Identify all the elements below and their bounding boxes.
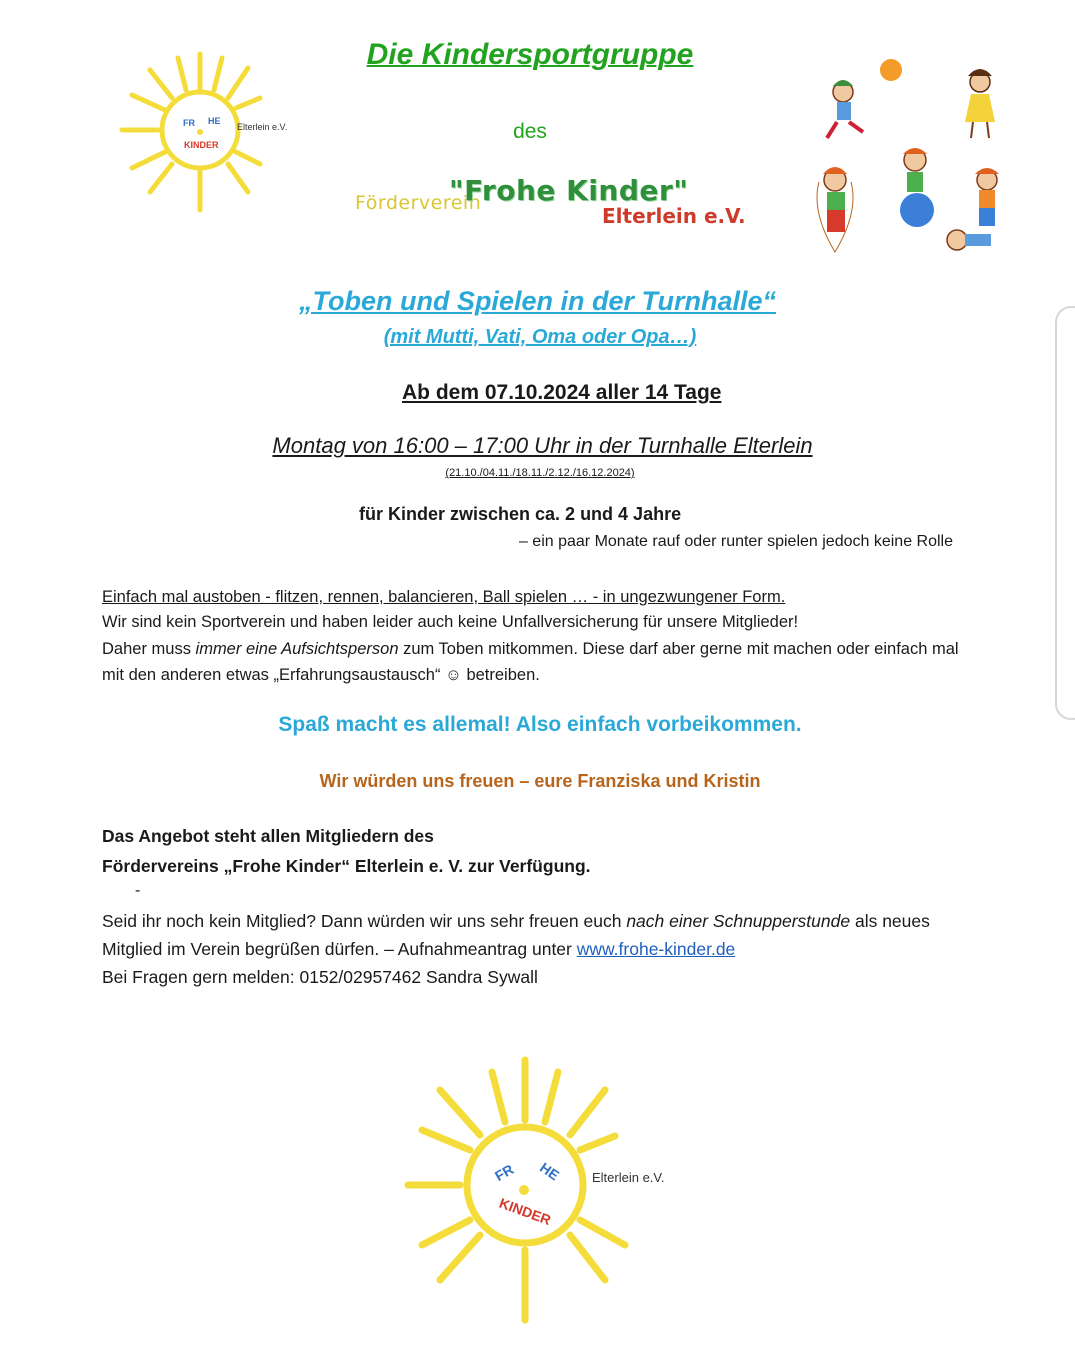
logo-kinder: KINDER xyxy=(184,140,219,150)
logo-side-text-bottom: Elterlein e.V. xyxy=(592,1170,665,1185)
des-text: des xyxy=(513,120,547,143)
logo-he: HE xyxy=(208,116,221,126)
logo-fr-bottom: FR xyxy=(492,1160,517,1185)
schedule-start: Ab dem 07.10.2024 aller 14 Tage xyxy=(402,381,722,404)
angebot-block xyxy=(102,821,591,881)
p3-end: zum Toben mitkommen. Diese darf aber gerne mit machen oder einfach mal mit den anderen etwas „Erfahrungsaustausch“ ☺ betreiben. xyxy=(102,640,959,684)
dash: - xyxy=(135,882,141,899)
age-line: für Kinder zwischen ca. 2 und 4 Jahre xyxy=(359,504,682,524)
logo-fr: FR xyxy=(183,118,195,128)
kid-5 xyxy=(947,168,999,250)
mitglied-text-b: als neues Mitglied im Verein begrüßen dürfen. – Aufnahmeantrag unter xyxy=(102,911,930,959)
logo-side-text: Elterlein e.V. xyxy=(237,122,288,132)
p3-start: Daher muss xyxy=(102,640,196,658)
mitglied-emphasis: nach einer Schnupperstunde xyxy=(626,911,851,931)
body-paragraph-1: Einfach mal austoben - flitzen, rennen, balancieren, Ball spielen … - in ungezwungener Form. xyxy=(102,588,786,606)
headline: „Toben und Spielen in der Turnhalle“ xyxy=(298,286,777,316)
kid-4 xyxy=(900,148,934,227)
p3-emphasis: immer eine Aufsichtsperson xyxy=(195,640,399,658)
verein-name: "Frohe Kinder" xyxy=(449,174,689,207)
logo-kinder-bottom: KINDER xyxy=(497,1194,554,1229)
verein-prefix: Förderverein xyxy=(355,192,482,214)
spass-line: Spaß macht es allemal! Also einfach vorbeikommen. xyxy=(278,713,802,736)
kid-2 xyxy=(965,69,995,138)
freuen-line: Wir würden uns freuen – eure Franziska und Kristin xyxy=(319,771,761,791)
kid-1 xyxy=(827,80,863,138)
mitglied-text-a: Seid ihr noch kein Mitglied? Dann würden wir uns sehr freuen euch xyxy=(102,911,627,931)
contact-line: Bei Fragen gern melden: 0152/02957462 Sandra Sywall xyxy=(102,967,538,987)
website-link[interactable]: www.frohe-kinder.de xyxy=(576,939,736,959)
sun-logo-bottom xyxy=(400,1050,690,1330)
schedule-time: Montag von 16:00 – 17:00 Uhr in der Turnhalle Elterlein xyxy=(272,433,813,458)
angebot-line-2: Fördervereins „Frohe Kinder“ Elterlein e. V. zur Verfügung. xyxy=(102,856,591,876)
kids-illustration xyxy=(815,52,1020,272)
mitglied-block xyxy=(102,907,982,991)
subheadline: (mit Mutti, Vati, Oma oder Opa…) xyxy=(383,326,697,348)
angebot-line-1: Das Angebot steht allen Mitgliedern des xyxy=(102,826,434,846)
page-title: Die Kindersportgruppe xyxy=(366,38,694,71)
kid-3 xyxy=(817,167,853,252)
verein-place: Elterlein e.V. xyxy=(602,204,746,228)
logo-he-bottom: HE xyxy=(537,1159,563,1184)
body-paragraph-2: Wir sind kein Sportverein und haben leider auch keine Unfallversicherung für unsere Mitglieder! xyxy=(102,613,799,631)
age-sub: – ein paar Monate rauf oder runter spielen jedoch keine Rolle xyxy=(518,533,953,550)
body-paragraph-3 xyxy=(102,636,972,688)
schedule-dates: (21.10./04.11./18.11./2.12./16.12.2024) xyxy=(445,467,635,479)
verein-logo xyxy=(355,172,755,232)
scroll-handle[interactable] xyxy=(1055,306,1075,720)
